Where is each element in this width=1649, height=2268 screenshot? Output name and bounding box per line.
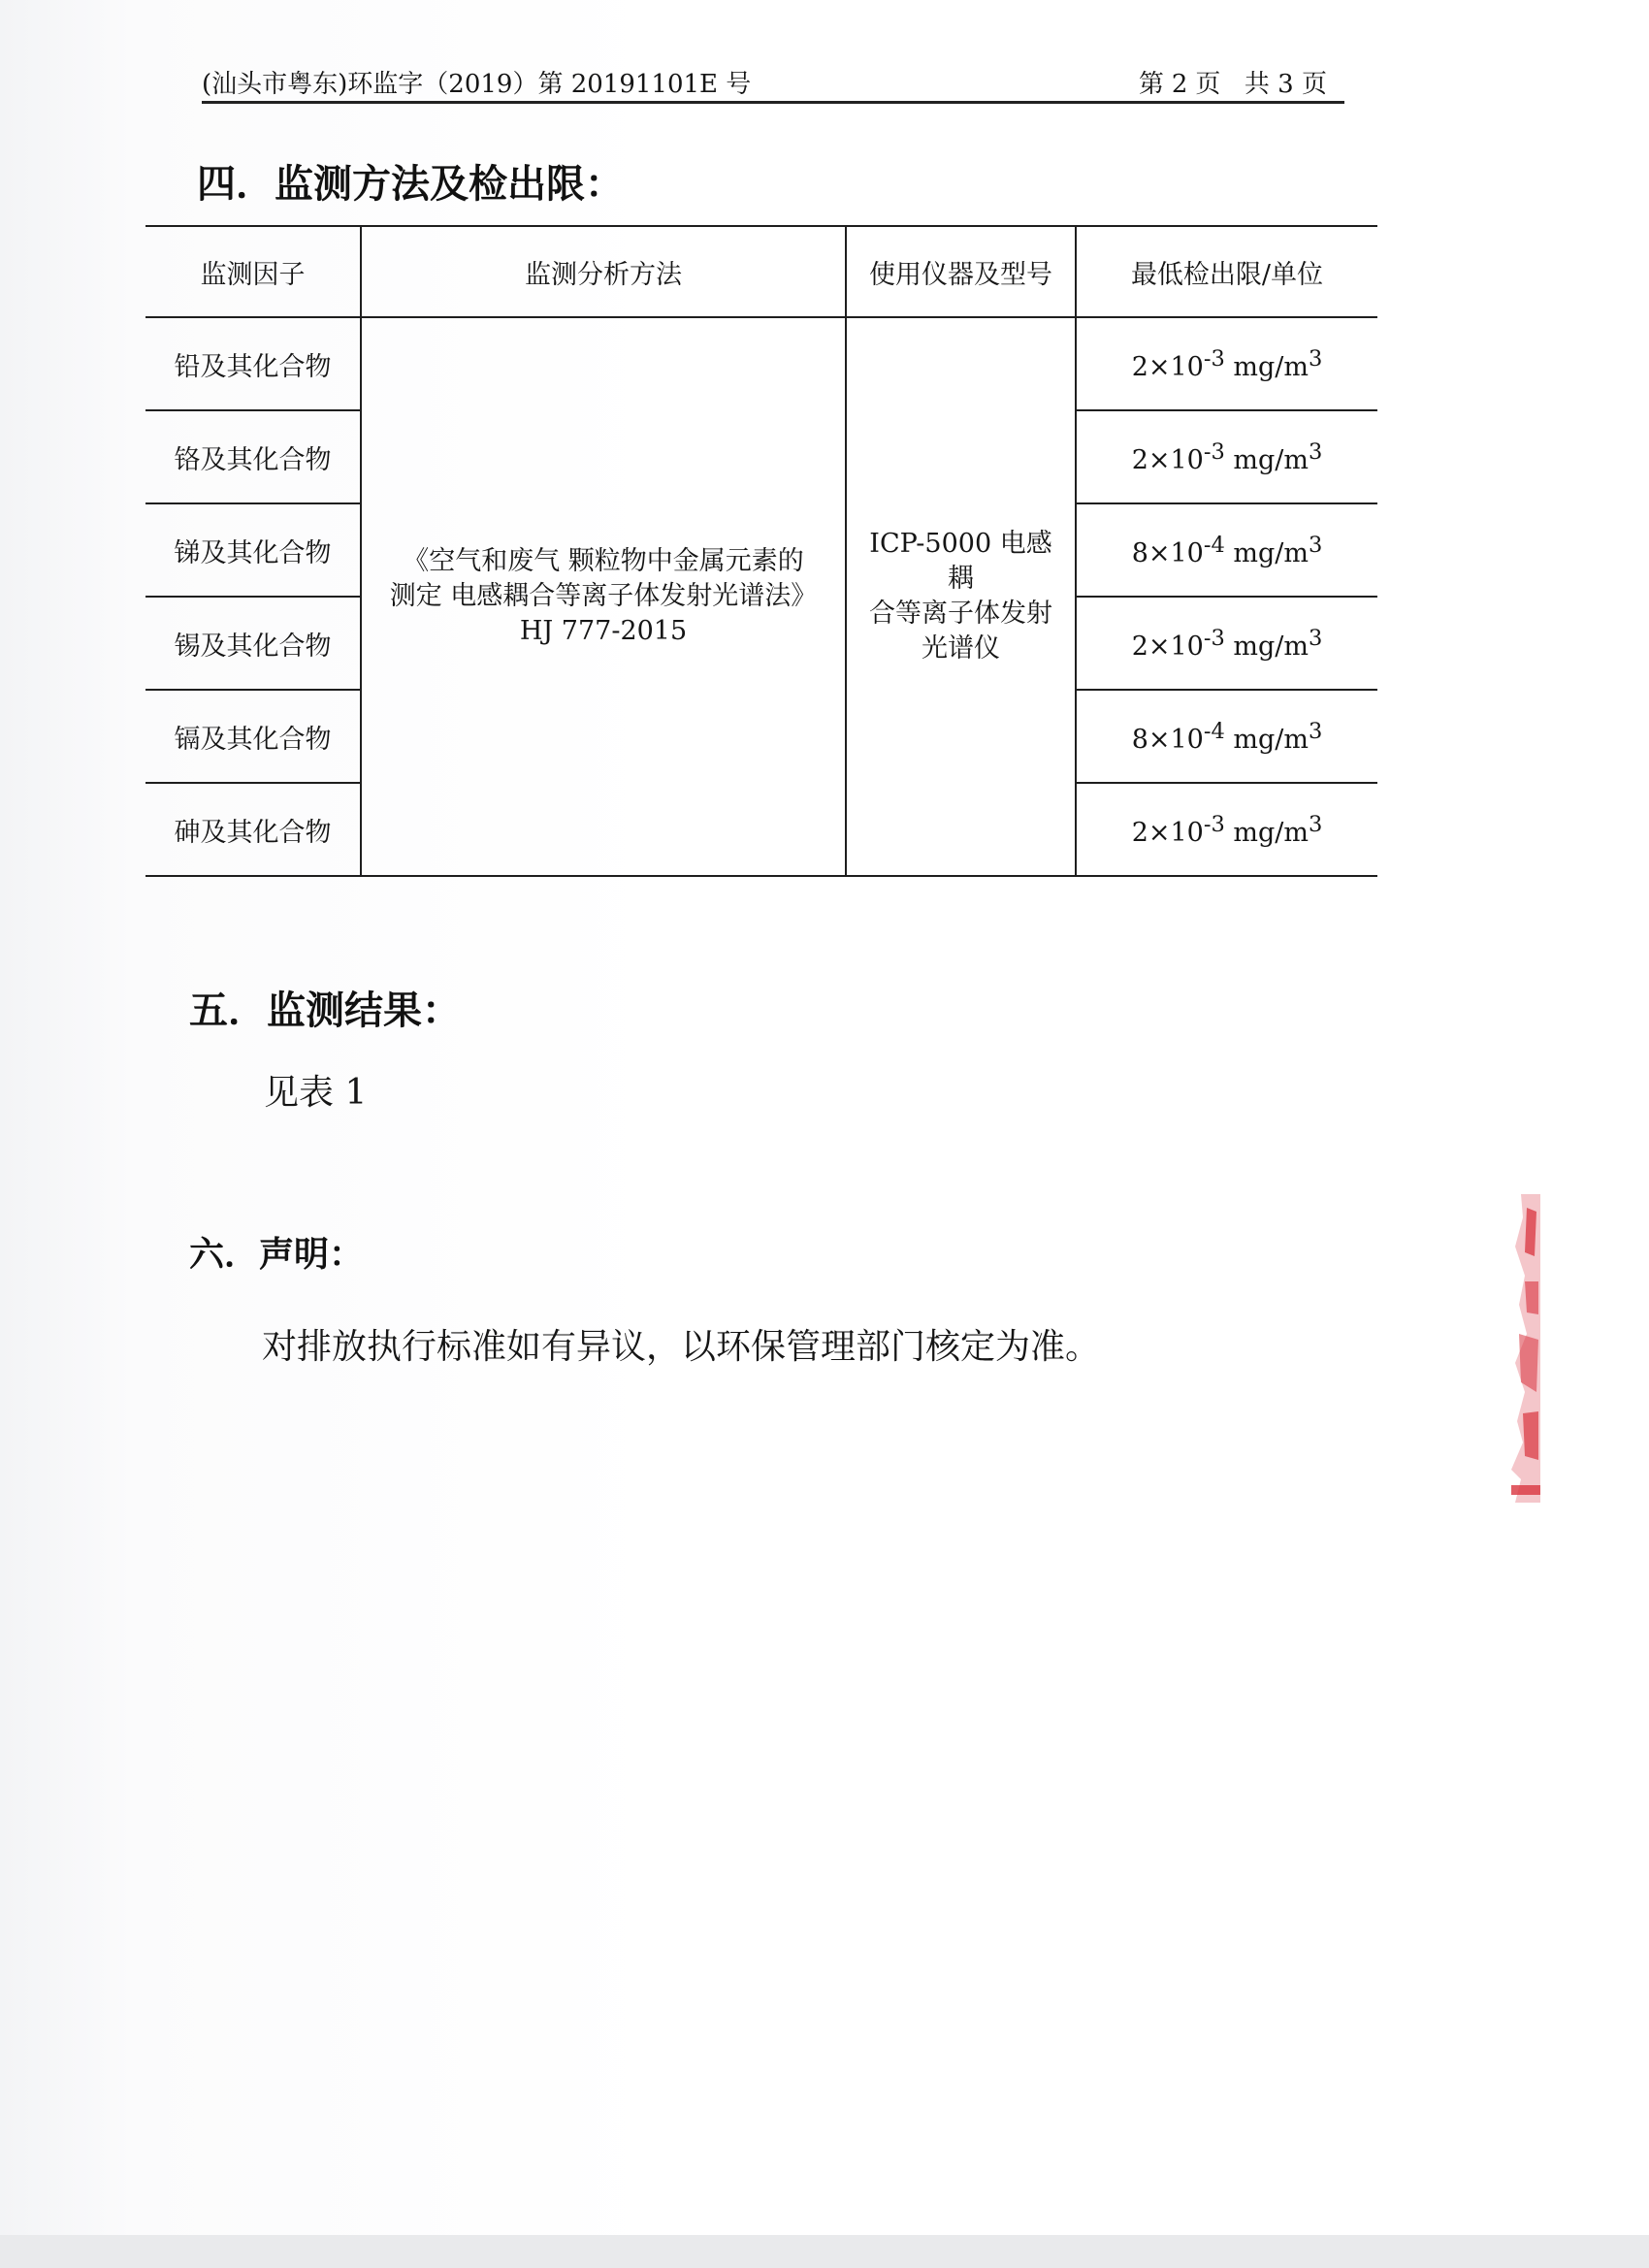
limit-exp: -3 bbox=[1203, 625, 1225, 651]
limit-coef: 8×10 bbox=[1131, 724, 1204, 755]
instrument-cell bbox=[846, 317, 1076, 876]
scan-edge bbox=[0, 2235, 1649, 2268]
limit-unit-exp: 3 bbox=[1308, 811, 1323, 837]
table-row bbox=[146, 317, 1377, 410]
header-method: 监测分析方法 bbox=[361, 226, 846, 317]
limit-cell bbox=[1076, 690, 1377, 783]
method-cell bbox=[361, 317, 846, 876]
limit-unit-exp: 3 bbox=[1308, 438, 1323, 465]
limit-unit: mg/m bbox=[1224, 817, 1309, 848]
limit-cell bbox=[1076, 503, 1377, 597]
factor-cell: 砷及其化合物 bbox=[146, 783, 361, 876]
table-header-row bbox=[146, 226, 1377, 317]
instrument-line: 光谱仪 bbox=[922, 633, 1000, 664]
instrument-line: 合等离子体发射 bbox=[869, 599, 1052, 629]
header-limit: 最低检出限/单位 bbox=[1076, 226, 1377, 317]
limit-unit: mg/m bbox=[1224, 351, 1309, 382]
limit-unit: mg/m bbox=[1224, 537, 1309, 568]
factor-cell: 锡及其化合物 bbox=[146, 597, 361, 690]
section-6-title: 六．声明： bbox=[189, 1235, 365, 1275]
limit-exp: -3 bbox=[1203, 438, 1225, 465]
header-factor: 监测因子 bbox=[146, 226, 361, 317]
method-table bbox=[146, 225, 1377, 877]
limit-unit-exp: 3 bbox=[1308, 532, 1323, 558]
method-line: HJ 777-2015 bbox=[519, 616, 688, 646]
limit-unit: mg/m bbox=[1224, 724, 1309, 755]
limit-cell bbox=[1076, 783, 1377, 876]
limit-coef: 2×10 bbox=[1131, 631, 1204, 662]
limit-unit-exp: 3 bbox=[1308, 345, 1323, 372]
limit-cell bbox=[1076, 410, 1377, 503]
page-header bbox=[202, 62, 1344, 104]
limit-unit-exp: 3 bbox=[1308, 625, 1323, 651]
page-unit: 页 bbox=[1195, 70, 1221, 99]
factor-cell: 铬及其化合物 bbox=[146, 410, 361, 503]
limit-unit-exp: 3 bbox=[1308, 718, 1323, 744]
limit-coef: 8×10 bbox=[1131, 537, 1204, 568]
section-6-text: 对排放执行标准如有异议，以环保管理部门核定为准。 bbox=[262, 1327, 1101, 1367]
limit-coef: 2×10 bbox=[1131, 817, 1204, 848]
section-4-title: 四．监测方法及检出限： bbox=[197, 162, 624, 207]
section-5-text: 见表 1 bbox=[264, 1073, 368, 1113]
header-instrument: 使用仪器及型号 bbox=[846, 226, 1076, 317]
limit-exp: -3 bbox=[1203, 345, 1225, 372]
limit-exp: -4 bbox=[1203, 532, 1225, 558]
seal-stamp-fragment bbox=[1482, 1188, 1540, 1508]
limit-unit: mg/m bbox=[1224, 444, 1309, 475]
factor-cell: 镉及其化合物 bbox=[146, 690, 361, 783]
page-indicator bbox=[1135, 64, 1331, 100]
method-line: 测定 电感耦合等离子体发射光谱法》 bbox=[389, 581, 818, 611]
limit-cell bbox=[1076, 597, 1377, 690]
page-total: 共 3 页 bbox=[1244, 70, 1327, 99]
page-current: 2 bbox=[1171, 70, 1188, 99]
limit-exp: -3 bbox=[1203, 811, 1225, 837]
section-5-title: 五．监测结果： bbox=[189, 988, 461, 1033]
limit-unit: mg/m bbox=[1224, 631, 1309, 662]
limit-coef: 2×10 bbox=[1131, 444, 1204, 475]
instrument-line: ICP-5000 电感耦 bbox=[869, 529, 1052, 594]
limit-cell bbox=[1076, 317, 1377, 410]
report-number: (汕头市粤东)环监字（2019）第 20191101E 号 bbox=[202, 70, 752, 99]
limit-exp: -4 bbox=[1203, 718, 1225, 744]
factor-cell: 锑及其化合物 bbox=[146, 503, 361, 597]
method-line: 《空气和废气 颗粒物中金属元素的 bbox=[403, 546, 804, 576]
page-label: 第 bbox=[1138, 70, 1164, 99]
limit-coef: 2×10 bbox=[1131, 351, 1204, 382]
factor-cell: 铅及其化合物 bbox=[146, 317, 361, 410]
